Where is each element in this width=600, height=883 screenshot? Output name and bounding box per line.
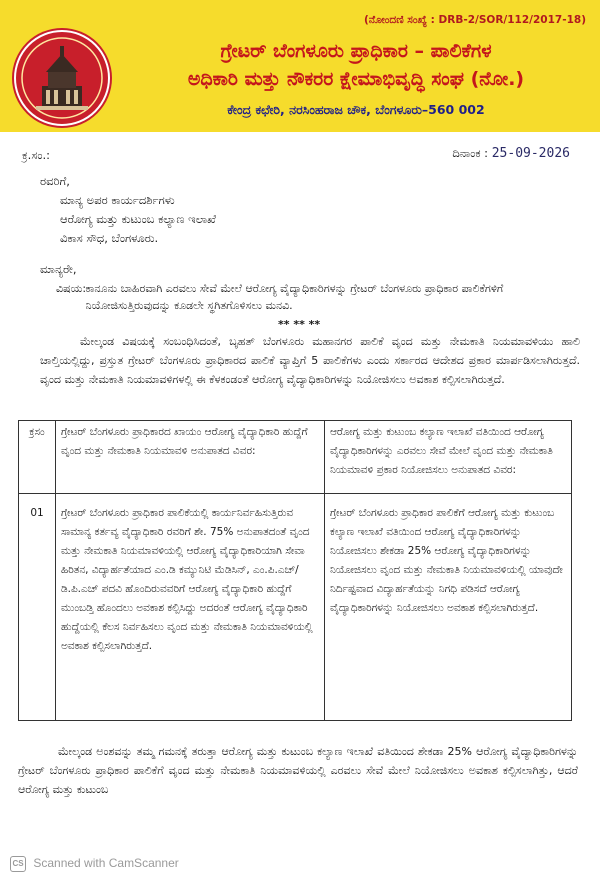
association-name-line1: ಗ್ರೇಟರ್ ಬೆಂಗಳೂರು ಪ್ರಾಧಿಕಾರ – ಪಾಲಿಕೆಗಳ bbox=[220, 40, 492, 62]
header-column-1: ಗ್ರೇಟರ್ ಬೆಂಗಳೂರು ಪ್ರಾಧಿಕಾರದ ಖಾಯಂ ಆರೋಗ್ಯ ವೈದ್ಯಾಧಿಕಾರಿ ಹುದ್ದೆಗೆ ವೃಂದ ಮತ್ತು ನೇಮಕಾತಿ ನಿಯಮಾವಳಿ ಅನುಪಾತದ ವಿವರ: bbox=[56, 421, 325, 494]
row-column-2: ಗ್ರೇಟರ್ ಬೆಂಗಳೂರು ಪ್ರಾಧಿಕಾರ ಪಾಲಿಕೆಗೆ ಆರೋಗ್ಯ ಮತ್ತು ಕುಟುಂಬ ಕಲ್ಯಾಣ ಇಲಾಖೆ ವತಿಯಿಂದ ಆರೋಗ್ಯ ವೈದ್ಯಾಧಿಕಾರಿಗಳನ್ನು ನಿಯೋಜಿಸಲು ಶೇಕಡಾ 25% ಆರೋಗ್ಯ ವೈದ್ಯಾಧಿಕಾರಿಗಳನ್ನು ನಿಯೋಜಿಸಲು ವೃಂದ ಮತ್ತು ನೇಮಕಾತಿ ನಿಯಮಾವಳಿಯಲ್ಲಿ ಯಾವುದೇ ನಿರ್ದಿಷ್ಟವಾದ ವಿದ್ಯಾರ್ಹತೆಯನ್ನು ನಿಗಧಿ ಪಡಿಸದೆ ಆರೋಗ್ಯ ವೈದ್ಯಾಧಿಕಾರಿಗಳನ್ನು ನಿಯೋಜಿಸಲು ಅವಕಾಶ ಕಲ್ಪಿಸಲಾಗಿರುತ್ತದೆ. bbox=[325, 494, 572, 721]
recipient-address bbox=[40, 172, 216, 248]
camscanner-logo-icon: CS bbox=[10, 856, 26, 872]
subject-text: ಕಾನೂನು ಬಾಹಿರವಾಗಿ ಎರವಲು ಸೇವೆ ಮೇಲೆ ಆರೋಗ್ಯ ವೈದ್ಯಾಧಿಕಾರಿಗಳನ್ನು ಗ್ರೇಟರ್ ಬೆಂಗಳೂರು ಪ್ರಾಧಿಕಾರ ಪಾಲಿಕೆಗಳಿಗೆ ನಿಯೋಜಿಸುತ್ತಿರುವುದನ್ನು ಕೂಡಲೇ ಸ್ಥಗಿತಗೊಳಿಸಲು ಮನವಿ. bbox=[85, 282, 504, 312]
subject-label: ವಿಷಯ: bbox=[56, 282, 87, 295]
recipient-line: ಮಾನ್ಯ ಅಪರ ಕಾರ್ಯದರ್ಶಿಗಳು bbox=[60, 193, 175, 207]
salutation: ಮಾನ್ಯರೇ, bbox=[40, 262, 77, 276]
separator-stars: ** ** ** bbox=[278, 318, 321, 331]
body-paragraph-1: ಮೇಲ್ಕಂಡ ವಿಷಯಕ್ಕೆ ಸಂಬಂಧಿಸಿದಂತೆ, ಬೃಹತ್ ಬೆಂಗಳೂರು ಮಹಾನಗರ ಪಾಲಿಕೆ ವೃಂದ ಮತ್ತು ನೇಮಕಾತಿ ನಿಯಮಾವಳಿಯು ಹಾಲಿ ಚಾಲ್ತಿಯಲ್ಲಿದ್ದು, ಪ್ರಸ್ತುತ ಗ್ರೇಟರ್ ಬೆಂಗಳೂರು ಪ್ರಾಧಿಕಾರದ ಪಾಲಿಕೆ ವ್ಯಾಪ್ತಿಗೆ 5 ಪಾಲಿಕೆಗಳು ಎಂದು ಸರ್ಕಾರದ ಆದೇಶದ ಪ್ರಕಾರ ಮಾರ್ಪಡಿಸಲಾಗಿರುತ್ತದೆ. ವೃಂದ ಮತ್ತು ನೇಮಕಾತಿ ನಿಯಮಾವಳಿಗಳಲ್ಲಿ ಈ ಕೆಳಕಂಡಂತೆ ಆರೋಗ್ಯ ವೈದ್ಯಾಧಿಕಾರಿಗಳನ್ನು ನಿಯೋಜಿಸಲು ಅವಕಾಶ ಕಲ್ಪಿಸಲಾಗಿರುತ್ತದೆ. bbox=[40, 335, 580, 386]
recipient-line: ವಿಕಾಸ ಸೌಧ, ಬೆಂಗಳೂರು. bbox=[60, 231, 159, 245]
row-serial-number: 01 bbox=[19, 494, 56, 721]
reference-number-label: ಕ್ರ.ಸಂ.: bbox=[22, 148, 51, 162]
header-serial-number: ಕ್ರಸಂ bbox=[19, 421, 56, 494]
registration-number: (ನೋಂದಣಿ ಸಂಖ್ಯೆ : DRB-2/SOR/112/2017-18) bbox=[363, 14, 586, 26]
recipient-to-label: ರವರಿಗೆ, bbox=[40, 174, 70, 188]
header-column-2: ಆರೋಗ್ಯ ಮತ್ತು ಕುಟುಂಬ ಕಲ್ಯಾಣ ಇಲಾಖೆ ವತಿಯಿಂದ ಆರೋಗ್ಯ ವೈದ್ಯಾಧಿಕಾರಿಗಳನ್ನು ಎರವಲು ಸೇವೆ ಮೇಲೆ ವೃಂದ ಮತ್ತು ನೇಮಕಾತಿ ನಿಯಮಾವಳಿ ಪ್ರಕಾರ ನಿಯೋಜಿಸಲು ಅನುಪಾತದ ವಿವರ: bbox=[325, 421, 572, 494]
table-header-row bbox=[19, 421, 572, 494]
subject-line bbox=[56, 280, 576, 314]
recipient-line: ಆರೋಗ್ಯ ಮತ್ತು ಕುಟುಂಬ ಕಲ್ಯಾಣ ಇಲಾಖೆ bbox=[60, 212, 217, 226]
comparison-table bbox=[18, 420, 572, 721]
office-address: ಕೇಂದ್ರ ಕಛೇರಿ, ನರಸಿಂಹರಾಜ ಚೌಕ, ಬೆಂಗಳೂರು–560 002 bbox=[227, 102, 485, 117]
letterhead bbox=[0, 0, 600, 132]
date-value: 25-09-2026 bbox=[491, 146, 570, 161]
scanner-text: Scanned with CamScanner bbox=[33, 856, 179, 871]
association-logo-emblem bbox=[14, 30, 110, 126]
association-name-line2: ಅಧಿಕಾರಿ ಮತ್ತು ನೌಕರರ ಕ್ಷೇಮಾಭಿವೃದ್ಧಿ ಸಂಘ (ನೋ.) bbox=[187, 68, 525, 90]
row-column-1: ಗ್ರೇಟರ್ ಬೆಂಗಳೂರು ಪ್ರಾಧಿಕಾರ ಪಾಲಿಕೆಯಲ್ಲಿ ಕಾರ್ಯನಿರ್ವಹಿಸುತ್ತಿರುವ ಸಾಮಾನ್ಯ ಕರ್ತವ್ಯ ವೈದ್ಯಾಧಿಕಾರಿ ರವರಿಗೆ ಶೇ. 75% ಅನುಪಾತದಂತೆ ವೃಂದ ಮತ್ತು ನೇಮಕಾತಿ ನಿಯಮಾವಳಿಯಲ್ಲಿ ಆರೋಗ್ಯ ವೈದ್ಯಾಧಿಕಾರಿಯಾಗಿ ಸೇವಾ ಹಿರಿತನ, ವಿದ್ಯಾರ್ಹತೆಯಾದ ಎಂ.ಡಿ ಕಮ್ಯುನಿಟಿ ಮೆಡಿಸಿನ್, ಎಂ.ಪಿ.ಎಚ್/ಡಿ.ಪಿ.ಎಚ್ ಪದವಿ ಹೊಂದಿರುವವರಿಗೆ ಆರೋಗ್ಯ ವೈದ್ಯಾಧಿಕಾರಿ ಹುದ್ದೆಗೆ ಮುಂಬಡ್ತಿ ಹೊಂದಲು ಅವಕಾಶ ಕಲ್ಪಿಸಿದ್ದು ಅದರಂತೆ ಆರೋಗ್ಯ ವೈದ್ಯಾಧಿಕಾರಿ ಹುದ್ದೆಯಲ್ಲಿ ಕೆಲಸ ನಿರ್ವಹಿಸಲು ವೃಂದ ಮತ್ತು ನೇಮಕಾತಿ ನಿಯಮಾವಳಿಯಲ್ಲಿ ಅವಕಾಶ ಕಲ್ಪಿಸಲಾಗಿರುತ್ತದೆ. bbox=[56, 494, 325, 721]
scanner-watermark bbox=[10, 856, 179, 872]
letter-date bbox=[452, 146, 570, 161]
date-label: ದಿನಾಂಕ : bbox=[452, 146, 489, 160]
body-paragraph-2: ಮೇಲ್ಕಂಡ ಅಂಶವನ್ನು ತಮ್ಮ ಗಮನಕ್ಕೆ ತರುತ್ತಾ ಆರೋಗ್ಯ ಮತ್ತು ಕುಟುಂಬ ಕಲ್ಯಾಣ ಇಲಾಖೆ ವತಿಯಿಂದ ಶೇಕಡಾ 25% ಆರೋಗ್ಯ ವೈದ್ಯಾಧಿಕಾರಿಗಳನ್ನು ಗ್ರೇಟರ್ ಬೆಂಗಳೂರು ಪ್ರಾಧಿಕಾರ ಪಾಲಿಕೆಗೆ ವೃಂದ ಮತ್ತು ನೇಮಕಾತಿ ನಿಯಮಾವಳಿಯಲ್ಲಿ ಎರವಲು ಸೇವೆ ಮೇಲೆ ನಿಯೋಜಿಸಲು ಅವಕಾಶ ಕಲ್ಪಿಸಲಾಗಿತ್ತು, ಆದರೆ ಆರೋಗ್ಯ ಮತ್ತು ಕುಟುಂಬ bbox=[18, 745, 578, 796]
table-row bbox=[19, 494, 572, 721]
